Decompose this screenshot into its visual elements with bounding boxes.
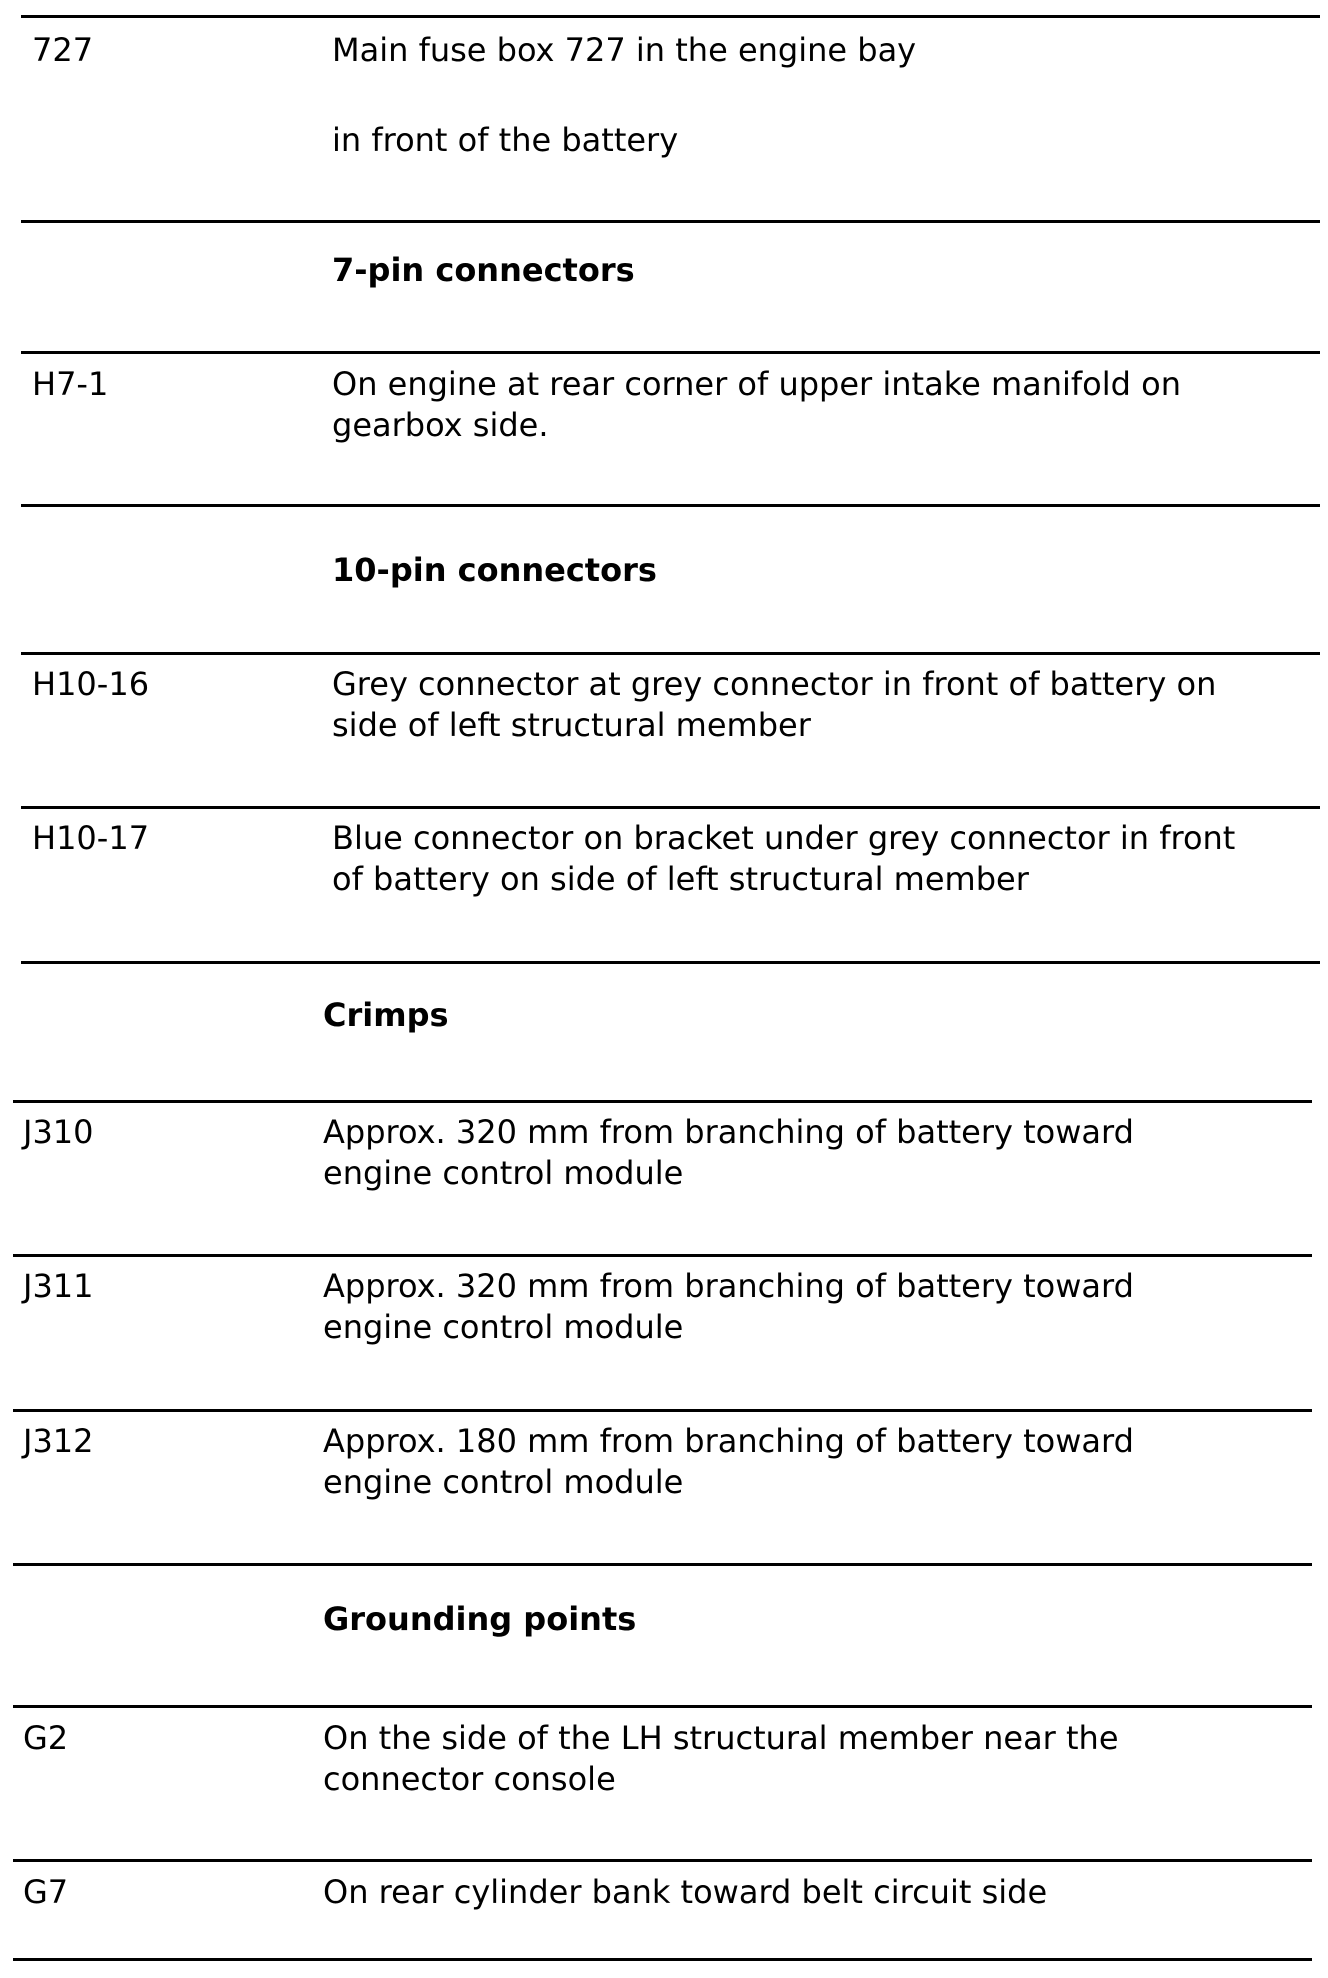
component-location-cont: side of left structural member [332, 706, 811, 744]
table-divider [21, 220, 1320, 223]
table-divider [13, 1100, 1312, 1103]
table-divider [21, 15, 1320, 18]
component-location-cont: of battery on side of left structural member [332, 860, 1029, 898]
table-divider [21, 504, 1320, 507]
component-id: G7 [23, 1873, 69, 1911]
table-divider [21, 351, 1320, 354]
component-location: Approx. 320 mm from branching of battery toward [323, 1113, 1134, 1151]
section-heading: 10-pin connectors [332, 551, 657, 589]
section-heading: 7-pin connectors [332, 251, 635, 289]
table-divider [13, 1705, 1312, 1708]
component-location-cont: engine control module [323, 1463, 684, 1501]
table-divider [13, 1859, 1312, 1862]
component-location: Approx. 320 mm from branching of battery toward [323, 1267, 1134, 1305]
table-divider [21, 806, 1320, 809]
table-divider [13, 1254, 1312, 1257]
component-location: Grey connector at grey connector in front of battery on [332, 665, 1217, 703]
component-location-cont: engine control module [323, 1308, 684, 1346]
table-divider [13, 1409, 1312, 1412]
component-id: H7-1 [32, 365, 109, 403]
component-location-cont: in front of the battery [332, 121, 679, 159]
table-divider [13, 1563, 1312, 1566]
section-heading: Grounding points [323, 1600, 637, 1638]
component-id: J310 [23, 1113, 94, 1151]
component-id: 727 [32, 31, 94, 69]
component-location: Blue connector on bracket under grey connector in front [332, 819, 1236, 857]
component-id: J312 [23, 1422, 94, 1460]
component-id: G2 [23, 1719, 69, 1757]
table-divider [21, 961, 1320, 964]
component-id: J311 [23, 1267, 94, 1305]
component-id: H10-16 [32, 665, 150, 703]
component-location: Approx. 180 mm from branching of battery toward [323, 1422, 1134, 1460]
component-location: On engine at rear corner of upper intake manifold on [332, 365, 1181, 403]
component-location: Main fuse box 727 in the engine bay [332, 31, 917, 69]
component-location: On the side of the LH structural member near the [323, 1719, 1119, 1757]
component-location: On rear cylinder bank toward belt circuit side [323, 1873, 1048, 1911]
component-location-cont: gearbox side. [332, 406, 549, 444]
component-location-cont: engine control module [323, 1154, 684, 1192]
table-divider [21, 652, 1320, 655]
component-location-cont: connector console [323, 1760, 616, 1798]
component-id: H10-17 [32, 819, 150, 857]
table-divider [13, 1958, 1312, 1961]
section-heading: Crimps [323, 996, 449, 1034]
